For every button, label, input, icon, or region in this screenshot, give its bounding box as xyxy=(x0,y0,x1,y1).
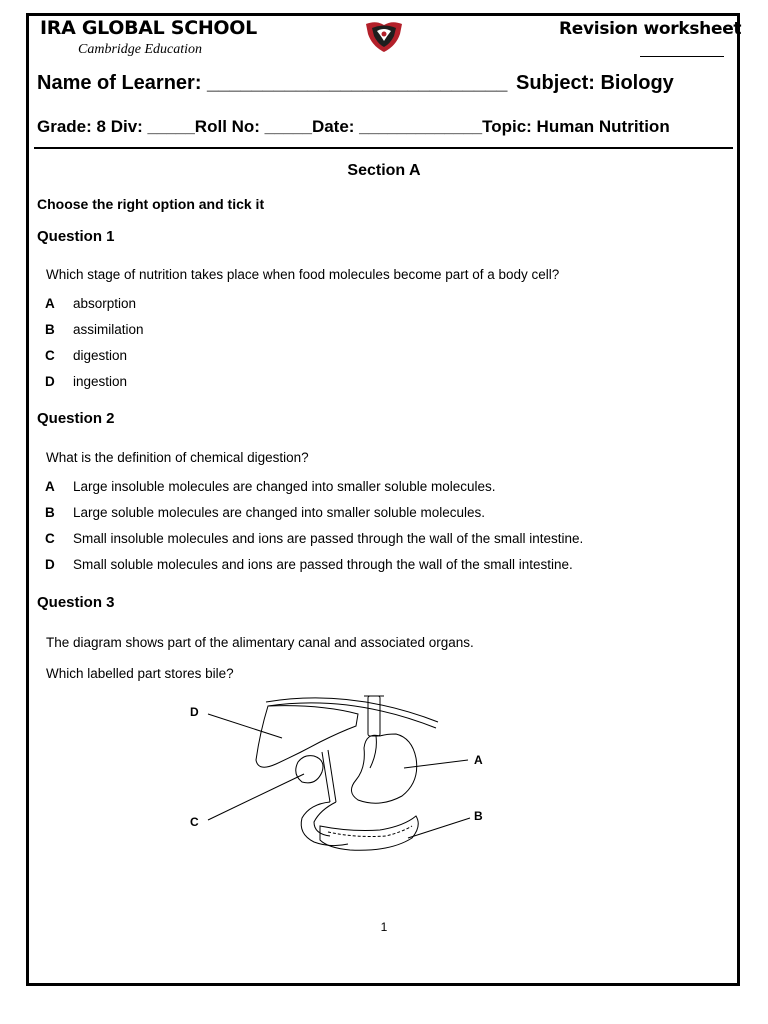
school-name: IRA GLOBAL SCHOOL xyxy=(40,17,257,39)
q1-option-c-letter: C xyxy=(45,348,55,363)
question-1-text: Which stage of nutrition takes place when food molecules become part of a body cell? xyxy=(46,267,560,282)
school-tagline: Cambridge Education xyxy=(78,42,203,57)
question-2-text: What is the definition of chemical digestion? xyxy=(46,450,309,465)
page-number: 1 xyxy=(380,920,388,934)
liver-outline xyxy=(256,706,358,768)
worksheet-title: Revision worksheet xyxy=(559,19,742,39)
question-3-prompt: Which labelled part stores bile? xyxy=(46,666,234,681)
diagram-label-c: C xyxy=(190,815,199,829)
q1-option-b[interactable]: assimilation xyxy=(73,322,144,337)
q1-option-d[interactable]: ingestion xyxy=(73,374,128,389)
q2-option-b-letter: B xyxy=(45,505,55,520)
learner-name-field: Name of Learner: ___________________________ xyxy=(37,72,508,94)
diaphragm-outline xyxy=(266,698,438,722)
diagram-label-b: B xyxy=(474,809,483,823)
q2-option-a-letter: A xyxy=(45,479,55,494)
question-2-heading: Question 2 xyxy=(37,410,115,427)
question-1-heading: Question 1 xyxy=(37,228,115,245)
q2-option-b[interactable]: Large soluble molecules are changed into smaller soluble molecules. xyxy=(73,505,485,520)
gall-bladder-outline xyxy=(296,756,323,783)
q2-option-d[interactable]: Small soluble molecules and ions are passed through the wall of the small intestine. xyxy=(73,557,573,572)
q1-option-a-letter: A xyxy=(45,296,55,311)
question-3-text: The diagram shows part of the alimentary canal and associated organs. xyxy=(46,635,474,650)
stomach-outline xyxy=(351,734,416,803)
header-divider xyxy=(34,147,733,149)
q2-option-a[interactable]: Large insoluble molecules are changed into smaller soluble molecules. xyxy=(73,479,496,494)
worksheet-number-blank xyxy=(640,56,724,57)
instruction-text: Choose the right option and tick it xyxy=(37,196,265,212)
q1-option-b-letter: B xyxy=(45,322,55,337)
diagram-label-a: A xyxy=(474,753,483,767)
section-title: Section A xyxy=(347,162,421,179)
question-3-heading: Question 3 xyxy=(37,594,115,611)
q2-option-c-letter: C xyxy=(45,531,55,546)
q2-option-d-letter: D xyxy=(45,557,55,572)
school-crest-icon xyxy=(362,20,406,54)
q1-option-d-letter: D xyxy=(45,374,55,389)
diagram-label-d: D xyxy=(190,705,199,719)
oesophagus-outline xyxy=(368,696,380,736)
alimentary-canal-diagram xyxy=(180,692,500,872)
q2-option-c[interactable]: Small insoluble molecules and ions are passed through the wall of the small intestine. xyxy=(73,531,584,546)
subject-label: Subject: Biology xyxy=(516,72,674,94)
grade-info-line: Grade: 8 Div: _____Roll No: _____Date: _____________Topic: Human Nutrition xyxy=(37,117,670,136)
q1-option-c[interactable]: digestion xyxy=(73,348,128,363)
q1-option-a[interactable]: absorption xyxy=(73,296,137,311)
